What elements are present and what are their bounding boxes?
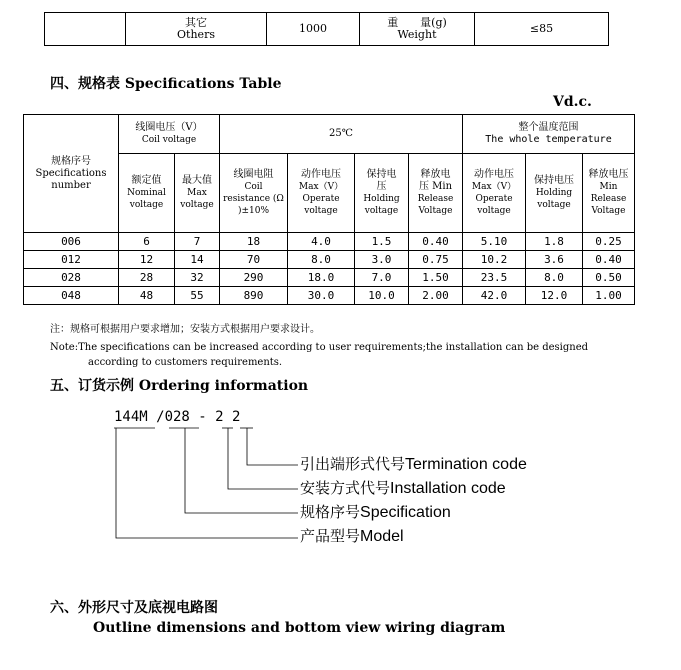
section6-title: 六、外形尺寸及底视电路图 (50, 600, 218, 616)
col-max: 最大值 Max voltage (175, 154, 220, 233)
note-en-line2: according to customers requirements. (88, 357, 283, 368)
model-leader (116, 428, 298, 538)
section6-subtitle: Outline dimensions and bottom view wiring diagram (93, 620, 506, 636)
col-holding-whole: 保持电压 Holding voltage (526, 154, 583, 233)
order-code: 144M /028 - 2 2 (114, 409, 241, 425)
table-row: 028 28 32 290 18.0 7.0 1.50 23.5 8.0 0.50 (24, 269, 635, 287)
col-nominal: 额定值 Nominal voltage (119, 154, 175, 233)
callout-termination: 引出端形式代号Termination code (300, 455, 527, 473)
col-whole-temperature: 整个温度范围 The whole temperature (463, 115, 635, 154)
table-row: 006 6 7 18 4.0 1.5 0.40 5.10 1.8 0.25 (24, 233, 635, 251)
section5-title: 五、订货示例 Ordering information (50, 378, 309, 394)
col-operate-whole: 动作电压 Max（V） Operate voltage (463, 154, 526, 233)
specification-leader (185, 428, 298, 513)
termination-leader (247, 428, 298, 465)
col-25c: 25℃ (220, 115, 463, 154)
others-label: 其它 Others (126, 13, 267, 46)
section4-title: 四、规格表 Specifications Table (50, 76, 282, 92)
others-value: 1000 (267, 13, 360, 46)
col-coil-voltage: 线圈电压（V） Coil voltage (119, 115, 220, 154)
note-en-line1: Note:The specifications can be increased according to user requirements;the installation can be designed (50, 342, 589, 353)
note-cn: 注：规格可根据用户要求增加；安装方式根据用户要求设计。 (50, 324, 320, 335)
weight-label: 重 量(g) Weight (360, 13, 475, 46)
unit-label: Vd.c. (553, 94, 592, 110)
col-release-25c: 释放电 压 Min Release Voltage (409, 154, 463, 233)
callout-model: 产品型号Model (300, 527, 404, 545)
col-release-whole: 释放电压 Min Release Voltage (583, 154, 635, 233)
col-operate-25c: 动作电压 Max（V） Operate voltage (288, 154, 355, 233)
installation-leader (228, 428, 298, 489)
col-spec-number: 规格序号 Specifications number (24, 115, 119, 233)
weight-value: ≤85 (475, 13, 609, 46)
callout-installation: 安装方式代号Installation code (300, 479, 506, 497)
table-row: 048 48 55 890 30.0 10.0 2.00 42.0 12.0 1.00 (24, 287, 635, 305)
callout-specification: 规格序号Specification (300, 503, 451, 521)
col-holding-25c: 保持电 压 Holding voltage (355, 154, 409, 233)
table-row: 012 12 14 70 8.0 3.0 0.75 10.2 3.6 0.40 (24, 251, 635, 269)
col-coil-resistance: 线圈电阻 Coil resistance (Ω )±10% (220, 154, 288, 233)
